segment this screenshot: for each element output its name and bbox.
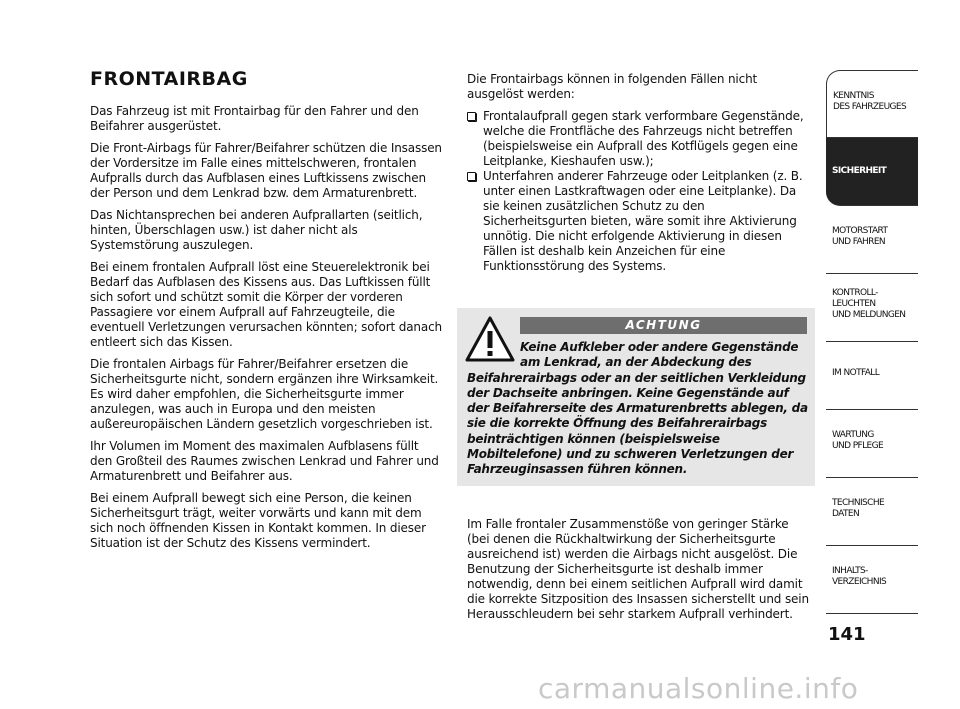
list-item [467,169,812,274]
right-column [467,72,812,274]
paragraph: Das Nichtansprechen bei anderen Aufprallarten (seitlich, hinten, Überschlagen usw.) ist daher nicht als Systemstörung auszulegen. [90,208,423,252]
nav-item-kontrollleuchten[interactable] [826,274,918,342]
nav-item-kenntnis[interactable] [826,70,918,138]
paragraph: Bei einem frontalen Aufprall löst eine Steuerelektronik bei Bedarf das Aufblasen des Kissens aus. Das Luftkissen füllt sich sofort und schützt somit die Körper der vorderen Passagiere vor einem Aufprall auf Fahrzeugteile, die eventuell Verletzungen verursachen könnten; sofort danach entleert sich das Kissen. [90,260,442,349]
nav-item-sicherheit[interactable] [826,138,918,206]
nav-item-label: MOTORSTART UND FAHREN [832,226,888,247]
warning-line: Beifahrerairbags oder an der seitlichen Verkleidung der Dachseite anbringen. Keine Gegenstände auf der Beifahrerseite des Armaturenbretts ablegen, da sie die korrekte Öffnung des Beifahrerairbags beinträchtigen können (beispielsweise Mobiltelefone) und zu schweren Verletzungen der Fahrzeuginsassen führen können. [467,370,808,477]
nav-item-label: KENNTNIS DES FAHRZEUGES [833,91,907,112]
nav-item-wartung[interactable] [826,410,918,478]
chapter-nav [826,70,918,614]
paragraph: Das Fahrzeug ist mit Frontairbag für den Fahrer und den Beifahrer ausgerüstet. [90,104,419,133]
nav-item-technische-daten[interactable] [826,478,918,546]
list-item-text: Unterfahren anderer Fahrzeuge oder Leitplanken (z. B. unter einen Lastkraftwagen oder eine Leitplanke). Da sie keinen zusätzlichen Schutz zu den Sicherheitsgurten bieten, wäre somit ihre Aktivierung unnötig. Die nicht erfolgende Aktivierung in diesen Fällen ist deshalb kein Anzeichen für eine Funktionsstörung des Systems. [483,169,803,273]
paragraph: Ihr Volumen im Moment des maximalen Aufblasens füllt den Großteil des Raumes zwischen Lenkrad und Fahrer und Armaturenbrett und Beifahrer aus. [90,439,439,483]
section-title: FRONTAIRBAG [90,68,248,90]
nav-item-im-notfall[interactable] [826,342,918,410]
paragraph: Die frontalen Airbags für Fahrer/Beifahrer ersetzen die Sicherheitsgurte nicht, sondern ergänzen ihre Wirksamkeit. Es wird daher empfohlen, die Sicherheitsgurte immer anzulegen, was auch in Europa und den meisten außereuropäischen Ländern gesetzlich vorgeschrieben ist. [90,357,439,431]
warning-line: Keine Aufkleber oder andere Gegenstände [520,340,799,354]
nav-item-label: TECHNISCHE DATEN [832,498,885,519]
page-number: 141 [828,624,866,645]
list-item-text: Frontalaufprall gegen stark verformbare Gegenstände, welche die Frontfläche des Fahrzeugs nicht betreffen (beispielsweise ein Aufprall des Kotflügels gegen eine Leitplanke, Kieshaufen usw.); [483,109,804,168]
nav-item-inhaltsverzeichnis[interactable] [826,546,918,614]
checkbox-bullet-icon [467,112,476,121]
nav-item-label: WARTUNG UND PFLEGE [832,430,884,451]
nav-item-label: KONTROLL- LEUCHTEN UND MELDUNGEN [832,288,906,320]
left-column [90,68,442,558]
nav-item-label: IM NOTFALL [832,368,880,378]
warning-panel [457,308,815,486]
paragraph: Bei einem Aufprall bewegt sich eine Person, die keinen Sicherheitsgurt trägt, weiter vorwärts und kann mit dem sich noch öffnenden Kissen in Kontakt kommen. In dieser Situation ist der Schutz des Kissens vermindert. [90,491,426,550]
nav-item-motorstart[interactable] [826,206,918,274]
warning-line: am Lenkrad, an der Abdeckung des [520,355,752,370]
checkbox-bullet-icon [467,172,476,181]
bottom-paragraph: Im Falle frontaler Zusammenstöße von geringer Stärke (bei denen die Rückhaltwirkung der Sicherheitsgurte ausreichend ist) werden die Airbags nicht ausgelöst. Die Benutzung der Sicherheitsgurte ist deshalb immer notwendig, denn bei einem seitlichen Aufprall wird damit die korrekte Sitzposition des Insassen sicherstellt und sein Herausschleudern bei sehr starkem Aufprall verhindert. [467,517,809,621]
warning-heading: ACHTUNG [520,317,807,334]
watermark: carmanualsonline.info [538,672,859,705]
intro-text: Die Frontairbags können in folgenden Fällen nicht ausgelöst werden: [467,72,758,101]
list-item [467,109,812,169]
warning-text [467,340,810,478]
nav-item-label: SICHERHEIT [832,166,887,176]
nav-item-label: INHALTS- VERZEICHNIS [832,566,887,587]
paragraph: Die Front-Airbags für Fahrer/Beifahrer schützen die Insassen der Vordersitze im Falle eines mittelschweren, frontalen Aufpralls durch das Aufblasen eines Luftkissens zwischen der Person und dem Lenkrad bzw. dem Armaturenbrett. [90,141,442,200]
